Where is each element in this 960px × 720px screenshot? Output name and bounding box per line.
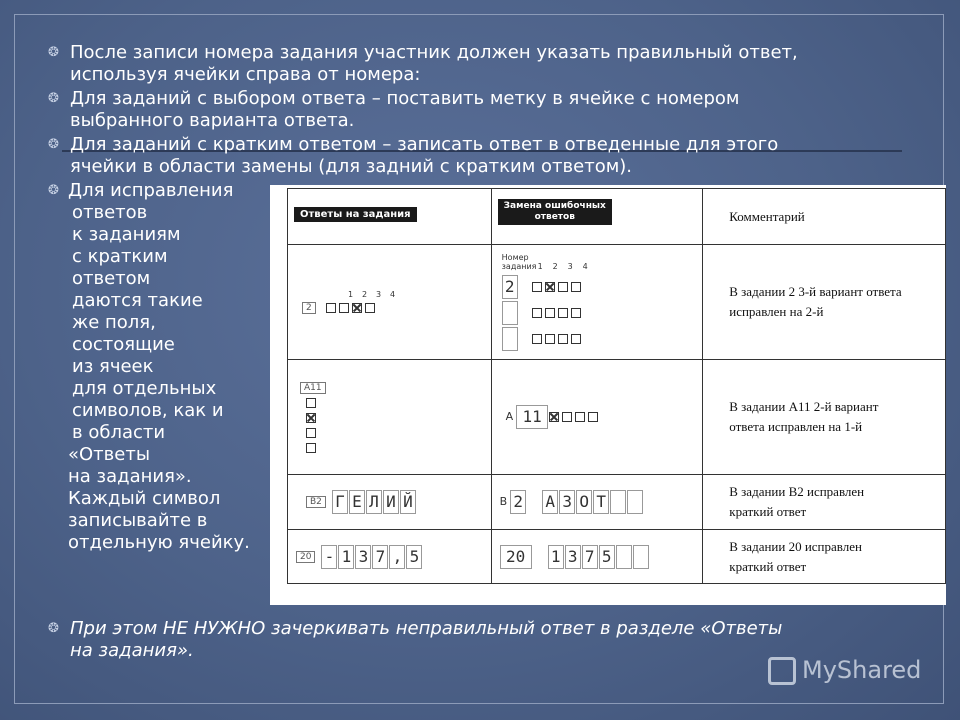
checkbox-icon <box>558 334 568 344</box>
text-line: При этом НЕ НУЖНО зачеркивать неправильный ответ в разделе «Ответы <box>70 618 783 639</box>
header-answers-cell <box>288 189 492 245</box>
answer-char-cell: 7 <box>372 545 388 569</box>
table-row <box>288 530 946 584</box>
replace-cell <box>491 475 703 530</box>
answer-char-cell: 1 <box>338 545 354 569</box>
header-replace-label <box>498 199 612 225</box>
empty-cell <box>627 490 643 514</box>
text-line: «Ответы <box>68 444 151 465</box>
task-number-box: В2 <box>306 496 326 508</box>
task-number-label <box>502 253 538 271</box>
checkbox-checked-icon <box>306 413 316 423</box>
answer-char-cell: 1 <box>548 545 564 569</box>
empty-cell <box>502 327 518 351</box>
text-line: состоящие <box>72 334 175 355</box>
replace-row <box>502 327 703 351</box>
task-number-box: 2 <box>302 302 316 314</box>
checkbox-icon <box>306 428 316 438</box>
handwritten-cell: 2 <box>502 275 518 299</box>
comment-cell <box>703 360 946 475</box>
text-line: Номер <box>501 253 529 262</box>
text-line: В задании В2 исправлен <box>729 484 865 499</box>
comment-cell <box>703 245 946 360</box>
checkbox-icon <box>571 334 581 344</box>
bullet-icon: ❂ <box>48 45 59 60</box>
empty-cell <box>502 301 518 325</box>
table-row <box>288 475 946 530</box>
option-number: 2 <box>552 262 558 271</box>
task-number-box: 20 <box>296 551 315 563</box>
answer-char-cell: 3 <box>355 545 371 569</box>
checkbox-checked-icon <box>352 303 362 313</box>
header-comment-cell: Комментарий <box>703 189 946 245</box>
bullet-icon: ❂ <box>48 621 59 636</box>
replace-cell <box>491 530 703 584</box>
answer-char-cell: Е <box>349 490 365 514</box>
checkbox-icon <box>558 308 568 318</box>
option-number: 1 <box>537 262 543 271</box>
replace-row <box>502 275 703 299</box>
text-line: ячейки в области замены (для задний с кратким ответом). <box>70 156 633 177</box>
bullet-icon: ❂ <box>48 183 59 198</box>
option-number: 4 <box>390 289 396 299</box>
answer-char-cell: З <box>559 490 575 514</box>
header-answers-label: Ответы на задания <box>294 207 417 222</box>
bullet-paragraph-1 <box>70 42 940 86</box>
text-line: записывайте в <box>68 510 208 531</box>
checkbox-icon <box>562 412 572 422</box>
prefix-letter: В <box>499 494 508 508</box>
checkbox-icon <box>306 443 316 453</box>
option-number: 3 <box>567 262 573 271</box>
answer-char-cell: И <box>383 490 399 514</box>
text-line: выбранного варианта ответа. <box>70 110 355 131</box>
text-line: ответов <box>534 212 575 222</box>
bullet-paragraph-2 <box>70 88 940 132</box>
checkbox-icon <box>339 303 349 313</box>
text-line: задания <box>501 262 537 271</box>
task-number-box: А11 <box>300 382 326 394</box>
answer-char-cell: А <box>542 490 558 514</box>
text-line: В задании 2 3-й вариант ответа <box>729 284 902 299</box>
logo-icon <box>768 657 796 685</box>
text-line: на задания». <box>70 640 194 661</box>
answer-char-cell: 5 <box>406 545 422 569</box>
example-table <box>287 188 946 584</box>
checkbox-icon <box>545 334 555 344</box>
text-line: отдельную ячейку. <box>68 532 250 553</box>
bullet-icon: ❂ <box>48 91 59 106</box>
text-line: на задания». <box>68 466 192 487</box>
checkbox-icon <box>558 282 568 292</box>
replace-cell <box>491 360 703 475</box>
option-number: 3 <box>376 289 382 299</box>
handwritten-cell: 11 <box>516 405 548 429</box>
text-line: ответом <box>72 268 151 289</box>
checkbox-checked-icon <box>549 412 559 422</box>
answer-char-cell: 3 <box>565 545 581 569</box>
text-line: В задании А11 2-й вариант <box>729 399 879 414</box>
text-line: После записи номера задания участник должен указать правильный ответ, <box>70 42 798 63</box>
text-line: ответа исправлен на 1-й <box>729 419 863 434</box>
answer-cell <box>288 245 492 360</box>
replace-cell <box>491 245 703 360</box>
handwritten-cell: 2 <box>510 490 526 514</box>
comment-cell <box>703 530 946 584</box>
bullet-paragraph-4 <box>68 180 273 554</box>
text-line: к заданиям <box>72 224 181 245</box>
answer-char-cell: О <box>576 490 592 514</box>
empty-cell <box>610 490 626 514</box>
text-line: исправлен на 2-й <box>729 304 824 319</box>
empty-cell <box>616 545 632 569</box>
text-line: ответов <box>72 202 148 223</box>
table-row <box>288 360 946 475</box>
replace-row <box>502 301 703 325</box>
checkbox-icon <box>532 282 542 292</box>
task-number-header <box>502 253 703 271</box>
prefix-letter: А <box>505 409 514 423</box>
table-row <box>288 245 946 360</box>
text-line: краткий ответ <box>729 504 807 519</box>
checkbox-icon <box>306 398 316 408</box>
checkbox-icon <box>326 303 336 313</box>
checkbox-checked-icon <box>545 282 555 292</box>
text-line: Для заданий с кратким ответом – записать ответ в отведенные для этого <box>70 134 779 155</box>
answer-char-cell: Й <box>400 490 416 514</box>
example-table-panel <box>270 185 946 605</box>
text-line: краткий ответ <box>729 558 807 574</box>
checkbox-icon <box>571 308 581 318</box>
table-header-row <box>288 189 946 245</box>
text-line: даются такие <box>72 290 203 311</box>
answer-char-cell: Т <box>593 490 609 514</box>
text-line: же поля, <box>72 312 156 333</box>
answer-char-cell: Г <box>332 490 348 514</box>
checkbox-icon <box>571 282 581 292</box>
text-line: Каждый символ <box>68 488 221 509</box>
text-line: для отдельных <box>72 378 217 399</box>
option-numbers <box>348 290 491 299</box>
checkbox-icon <box>588 412 598 422</box>
text-line: в области <box>72 422 166 443</box>
text-line: из ячеек <box>72 356 154 377</box>
answer-char-cell: 5 <box>599 545 615 569</box>
text-line: Для исправления <box>68 180 234 201</box>
handwritten-cell: 20 <box>500 545 532 569</box>
answer-char-cell: 7 <box>582 545 598 569</box>
answer-char-cell: - <box>321 545 337 569</box>
myshared-logo <box>768 656 921 685</box>
checkbox-icon <box>575 412 585 422</box>
checkbox-icon <box>365 303 375 313</box>
bullet-paragraph-3 <box>70 134 940 178</box>
checkbox-icon <box>545 308 555 318</box>
text-line: используя ячейки справа от номера: <box>70 64 421 85</box>
option-number: 4 <box>582 262 588 271</box>
text-line: Замена ошибочных <box>503 201 606 211</box>
logo-text: MyShared <box>802 656 922 684</box>
comment-cell <box>703 475 946 530</box>
checkbox-icon <box>532 334 542 344</box>
text-line: символов, как и <box>72 400 224 421</box>
checkbox-icon <box>532 308 542 318</box>
header-replace-cell <box>491 189 703 245</box>
empty-cell <box>633 545 649 569</box>
option-number: 2 <box>362 289 368 299</box>
option-number: 1 <box>348 289 354 299</box>
answer-cell <box>288 360 492 475</box>
text-line: В задании 20 исправлен <box>729 538 862 554</box>
answer-cell <box>288 530 492 584</box>
bullet-icon: ❂ <box>48 137 59 152</box>
text-line: Для заданий с выбором ответа – поставить метку в ячейке с номером <box>70 88 740 109</box>
answer-char-cell: , <box>389 545 405 569</box>
text-line: с кратким <box>72 246 168 267</box>
answer-char-cell: Л <box>366 490 382 514</box>
answer-cell <box>288 475 492 530</box>
